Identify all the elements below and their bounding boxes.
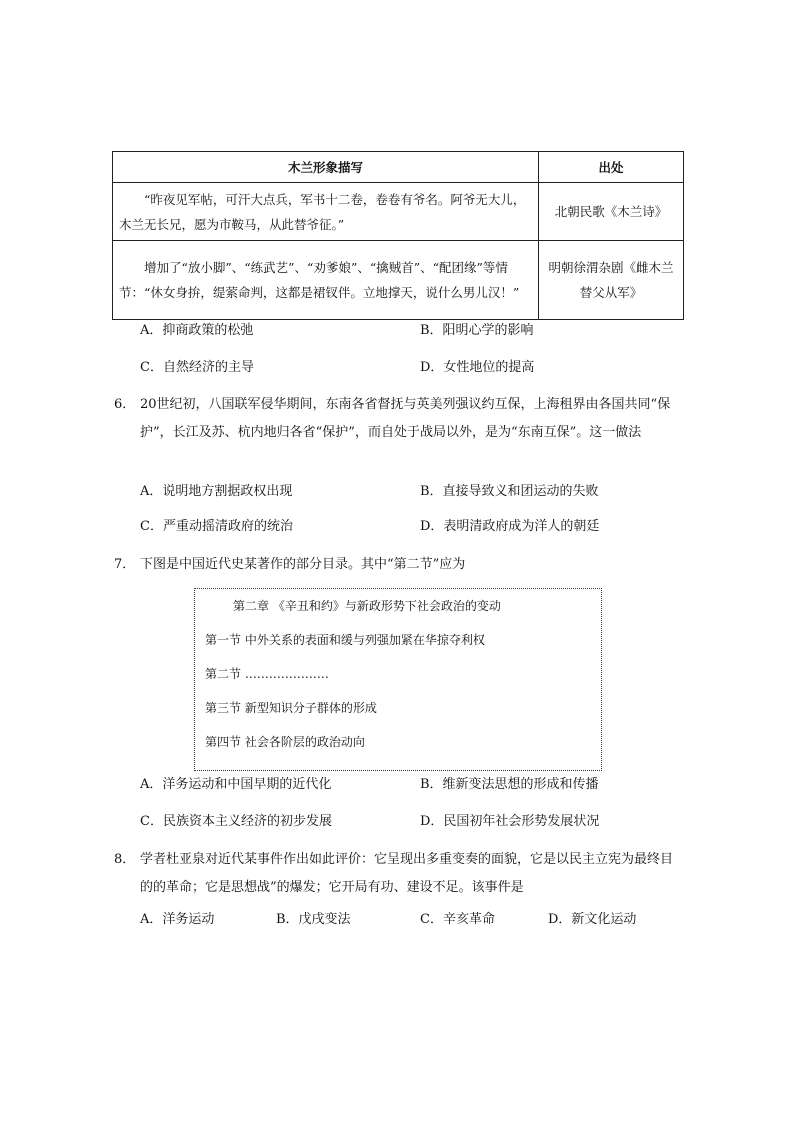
q6-number: 6． bbox=[114, 397, 136, 412]
q6-option-a[interactable]: A．说明地方割据政权出现 bbox=[140, 484, 293, 499]
q6-option-d[interactable]: D．表明清政府成为洋人的朝廷 bbox=[420, 519, 600, 534]
table-header-source: 出处 bbox=[539, 152, 684, 183]
contents-box bbox=[194, 588, 602, 771]
q5-option-a[interactable]: A．抑商政策的松弛 bbox=[140, 323, 254, 338]
q8-option-d[interactable]: D．新文化运动 bbox=[548, 912, 637, 927]
q5-option-b[interactable]: B．阳明心学的影响 bbox=[420, 323, 534, 338]
q7-stem: 下图是中国近代史某著作的部分目录。其中“第二节”应为 bbox=[140, 557, 466, 572]
table-cell-source: 北朝民歌《木兰诗》 bbox=[539, 183, 684, 241]
table-cell-description: “昨夜见军帖，可汗大点兵，军书十二卷，卷卷有爷名。阿爷无大儿，木兰无长兄，愿为市鞍马，从此替爷征。” bbox=[113, 183, 539, 241]
toc-section-2: 第二节 ………………… bbox=[205, 667, 329, 681]
q7-option-c[interactable]: C．民族资本主义经济的初步发展 bbox=[140, 814, 332, 829]
table-row bbox=[113, 241, 684, 320]
q5-option-d[interactable]: D．女性地位的提高 bbox=[420, 360, 535, 375]
toc-section-3: 第三节 新型知识分子群体的形成 bbox=[205, 701, 377, 715]
q7-number: 7． bbox=[114, 557, 136, 572]
q6-stem: 20世纪初，八国联军侵华期间，东南各省督抚与英美列强议约互保，上海租界由各国共同“保护”，长江及苏、杭内地归各省“保护”，而自处于战局以外，是为“东南互保”。这一做法 bbox=[140, 397, 671, 440]
q7-option-d[interactable]: D．民国初年社会形势发展状况 bbox=[420, 814, 600, 829]
q7-option-a[interactable]: A．洋务运动和中国早期的近代化 bbox=[140, 777, 332, 792]
table-header-row bbox=[113, 152, 684, 183]
toc-chapter: 第二章 《辛丑和约》与新政形势下社会政治的变动 bbox=[233, 599, 501, 613]
q8-number: 8． bbox=[114, 852, 136, 867]
q6-option-b[interactable]: B．直接导致义和团运动的失败 bbox=[420, 484, 599, 499]
mulan-table bbox=[112, 151, 684, 320]
q8-option-c[interactable]: C．辛亥革命 bbox=[420, 912, 495, 927]
q7-option-b[interactable]: B．维新变法思想的形成和传播 bbox=[420, 777, 599, 792]
table-cell-description: 增加了“放小脚”、“练武艺”、“劝爹娘”、“擒贼首”、“配团缘”等情节：“休女身拚，缇萦命判，这都是裙钗伴。立地撑天，说什么男儿汉！” bbox=[113, 241, 539, 320]
q8-option-b[interactable]: B．戊戌变法 bbox=[276, 912, 351, 927]
table-row bbox=[113, 183, 684, 241]
toc-section-1: 第一节 中外关系的表面和缓与列强加紧在华掠夺利权 bbox=[205, 633, 485, 647]
toc-section-4: 第四节 社会各阶层的政治动向 bbox=[205, 735, 365, 749]
q8-option-a[interactable]: A．洋务运动 bbox=[140, 912, 215, 927]
table-header-description: 木兰形象描写 bbox=[113, 152, 539, 183]
table-cell-source: 明朝徐渭杂剧《雌木兰替父从军》 bbox=[539, 241, 684, 320]
q6-option-c[interactable]: C．严重动摇清政府的统治 bbox=[140, 519, 293, 534]
q8-stem: 学者杜亚泉对近代某事件作出如此评价：它呈现出多重变奏的面貌，它是以民主立宪为最终目的的革命；它是思想战”的爆发；它开局有功、建设不足。该事件是 bbox=[140, 852, 674, 895]
q5-option-c[interactable]: C．自然经济的主导 bbox=[140, 360, 254, 375]
